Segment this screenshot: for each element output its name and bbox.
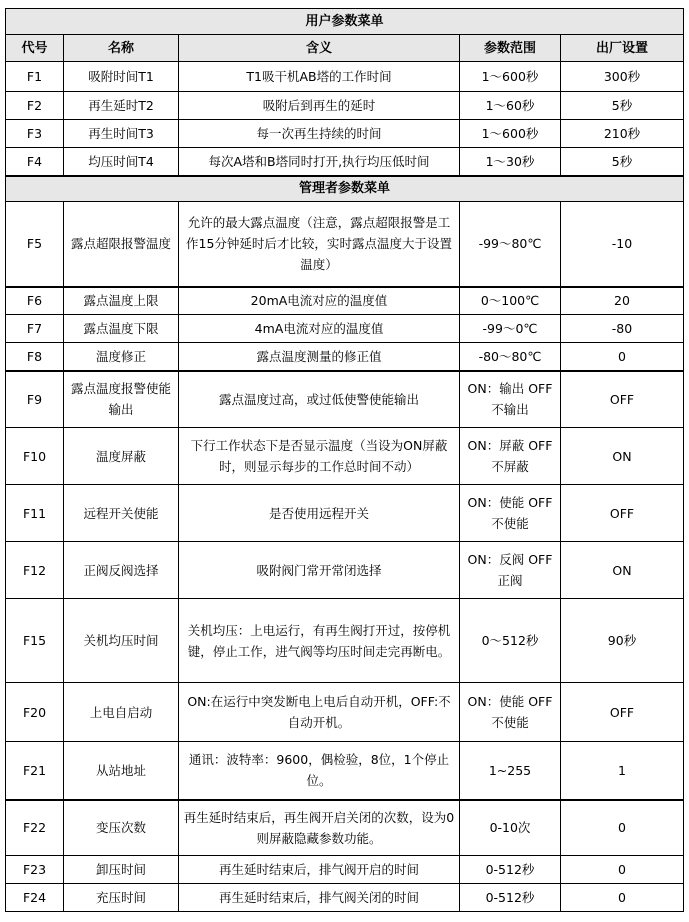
param-code: F11 xyxy=(6,485,64,542)
param-meaning: 吸附阀门常开常闭选择 xyxy=(179,542,460,599)
param-code: F22 xyxy=(6,800,64,856)
param-range: ON：使能 OFF不使能 xyxy=(460,485,561,542)
param-meaning: ON:在运行中突发断电上电后自动开机，OFF:不自动开机。 xyxy=(179,683,460,742)
param-range: -99～80℃ xyxy=(460,202,561,287)
param-range: -99～0℃ xyxy=(460,315,561,343)
param-range: 1~255 xyxy=(460,742,561,800)
param-name: 远程开关使能 xyxy=(64,485,179,542)
user-menu-title-row xyxy=(6,9,684,35)
param-default: 210秒 xyxy=(561,120,684,148)
param-meaning: 通讯：波特率：9600，偶检验，8位，1个停止位。 xyxy=(179,742,460,800)
table-row xyxy=(6,315,684,343)
param-default: 0 xyxy=(561,343,684,371)
param-default: 90秒 xyxy=(561,599,684,683)
table-row xyxy=(6,120,684,148)
param-meaning: 再生延时结束后，排气阀关闭的时间 xyxy=(179,884,460,912)
header-code: 代号 xyxy=(6,35,64,62)
table-row xyxy=(6,599,684,683)
table-row xyxy=(6,202,684,287)
param-name: 露点温度报警使能输出 xyxy=(64,371,179,428)
param-default: 5秒 xyxy=(561,148,684,176)
param-default: 5秒 xyxy=(561,92,684,120)
param-default: -10 xyxy=(561,202,684,287)
param-range: 1～60秒 xyxy=(460,92,561,120)
param-meaning: 允许的最大露点温度（注意，露点超限报警是工作15分钟延时后才比较，实时露点温度大于设置温度） xyxy=(179,202,460,287)
param-default: 300秒 xyxy=(561,62,684,92)
param-meaning: T1吸干机AB塔的工作时间 xyxy=(179,62,460,92)
table-row xyxy=(6,884,684,912)
param-name: 变压次数 xyxy=(64,800,179,856)
param-name: 上电自启动 xyxy=(64,683,179,742)
param-range: -80～80℃ xyxy=(460,343,561,371)
param-range: 0-512秒 xyxy=(460,884,561,912)
param-range: 0-512秒 xyxy=(460,856,561,884)
param-code: F6 xyxy=(6,287,64,315)
param-code: F23 xyxy=(6,856,64,884)
param-meaning: 吸附后到再生的延时 xyxy=(179,92,460,120)
param-range: 0～100℃ xyxy=(460,287,561,315)
admin-menu-title: 管理者参数菜单 xyxy=(6,176,684,202)
param-range: 1～30秒 xyxy=(460,148,561,176)
param-code: F8 xyxy=(6,343,64,371)
param-range: ON：使能 OFF不使能 xyxy=(460,683,561,742)
param-meaning: 再生延时结束后，再生阀开启关闭的次数，设为0则屏蔽隐藏参数功能。 xyxy=(179,800,460,856)
param-name: 正阀反阀选择 xyxy=(64,542,179,599)
param-range: 1～600秒 xyxy=(460,62,561,92)
param-default: ON xyxy=(561,428,684,485)
header-range: 参数范围 xyxy=(460,35,561,62)
param-default: 20 xyxy=(561,287,684,315)
header-meaning: 含义 xyxy=(179,35,460,62)
param-code: F5 xyxy=(6,202,64,287)
param-name: 从站地址 xyxy=(64,742,179,800)
table-row xyxy=(6,62,684,92)
param-code: F3 xyxy=(6,120,64,148)
table-row xyxy=(6,92,684,120)
param-default: 0 xyxy=(561,856,684,884)
param-name: 露点超限报警温度 xyxy=(64,202,179,287)
param-meaning: 关机均压：上电运行，有再生阀打开过，按停机键，停止工作，进气阀等均压时间走完再断电。 xyxy=(179,599,460,683)
table-row xyxy=(6,428,684,485)
param-name: 充压时间 xyxy=(64,884,179,912)
param-default: OFF xyxy=(561,371,684,428)
param-meaning: 20mA电流对应的温度值 xyxy=(179,287,460,315)
param-name: 露点温度下限 xyxy=(64,315,179,343)
table-row xyxy=(6,742,684,800)
param-code: F7 xyxy=(6,315,64,343)
param-default: ON xyxy=(561,542,684,599)
table-row xyxy=(6,800,684,856)
param-code: F12 xyxy=(6,542,64,599)
param-range: 0～512秒 xyxy=(460,599,561,683)
param-name: 露点温度上限 xyxy=(64,287,179,315)
param-default: OFF xyxy=(561,683,684,742)
parameter-table xyxy=(5,8,684,912)
param-meaning: 下行工作状态下是否显示温度（当设为ON屏蔽时，则显示每步的工作总时间不动） xyxy=(179,428,460,485)
param-code: F21 xyxy=(6,742,64,800)
table-row xyxy=(6,683,684,742)
param-code: F24 xyxy=(6,884,64,912)
table-header-row xyxy=(6,35,684,62)
param-range: 1～600秒 xyxy=(460,120,561,148)
table-row xyxy=(6,148,684,176)
param-name: 卸压时间 xyxy=(64,856,179,884)
param-name: 再生延时T2 xyxy=(64,92,179,120)
param-meaning: 是否使用远程开关 xyxy=(179,485,460,542)
param-code: F4 xyxy=(6,148,64,176)
param-name: 再生时间T3 xyxy=(64,120,179,148)
param-meaning: 4mA电流对应的温度值 xyxy=(179,315,460,343)
table-row xyxy=(6,371,684,428)
param-default: 1 xyxy=(561,742,684,800)
admin-menu-title-row xyxy=(6,176,684,202)
table-row xyxy=(6,542,684,599)
param-name: 吸附时间T1 xyxy=(64,62,179,92)
param-range: ON：输出 OFF不输出 xyxy=(460,371,561,428)
param-name: 关机均压时间 xyxy=(64,599,179,683)
param-meaning: 露点温度测量的修正值 xyxy=(179,343,460,371)
header-default: 出厂设置 xyxy=(561,35,684,62)
param-code: F10 xyxy=(6,428,64,485)
param-default: 0 xyxy=(561,884,684,912)
param-meaning: 再生延时结束后，排气阀开启的时间 xyxy=(179,856,460,884)
table-row xyxy=(6,287,684,315)
param-code: F9 xyxy=(6,371,64,428)
table-row xyxy=(6,485,684,542)
param-name: 温度屏蔽 xyxy=(64,428,179,485)
user-menu-title: 用户参数菜单 xyxy=(6,9,684,35)
param-default: OFF xyxy=(561,485,684,542)
param-default: -80 xyxy=(561,315,684,343)
param-meaning: 露点温度过高，或过低使警使能输出 xyxy=(179,371,460,428)
param-code: F20 xyxy=(6,683,64,742)
table-row xyxy=(6,343,684,371)
param-meaning: 每次A塔和B塔同时打开,执行均压低时间 xyxy=(179,148,460,176)
param-range: 0-10次 xyxy=(460,800,561,856)
param-code: F1 xyxy=(6,62,64,92)
param-name: 温度修正 xyxy=(64,343,179,371)
param-range: ON：屏蔽 OFF不屏蔽 xyxy=(460,428,561,485)
param-meaning: 每一次再生持续的时间 xyxy=(179,120,460,148)
param-name: 均压时间T4 xyxy=(64,148,179,176)
table-row xyxy=(6,856,684,884)
param-code: F2 xyxy=(6,92,64,120)
param-code: F15 xyxy=(6,599,64,683)
param-range: ON：反阀 OFF正阀 xyxy=(460,542,561,599)
header-name: 名称 xyxy=(64,35,179,62)
param-default: 0 xyxy=(561,800,684,856)
